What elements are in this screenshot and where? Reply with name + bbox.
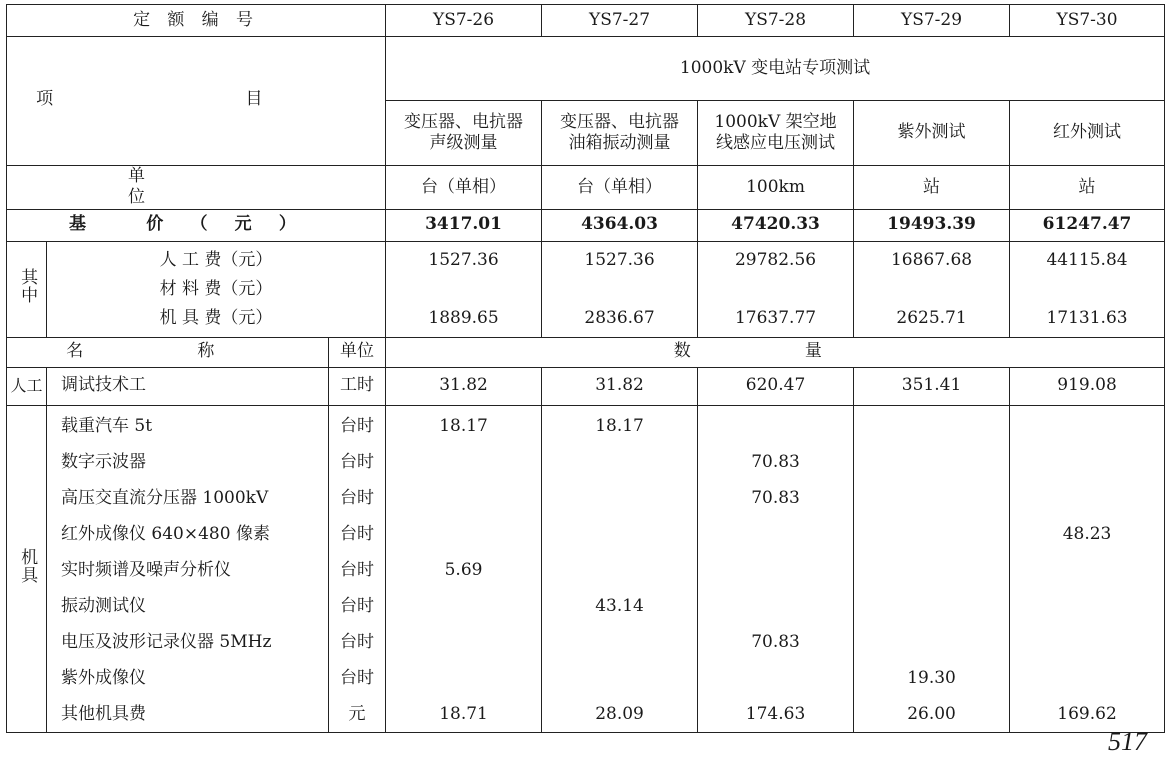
machinery-value (386, 624, 541, 660)
page-number: 517 (1108, 727, 1147, 756)
machinery-value (542, 624, 697, 660)
machinery-name: 其他机具费 (61, 703, 146, 724)
machinery-unit: 元 (348, 703, 366, 724)
code-cell: YS7-27 (542, 5, 698, 37)
machinery-value (1010, 480, 1164, 516)
item-name-line1: 红外测试 (1053, 122, 1122, 143)
resource-name-label: 名 称 (66, 341, 269, 362)
breakdown-values (542, 241, 698, 337)
machinery-value (1010, 624, 1164, 660)
machinery-unit: 台时 (340, 595, 375, 616)
resource-header-row (7, 337, 1165, 367)
base-price-label-cell (7, 209, 386, 241)
machinery-value (698, 408, 853, 444)
machinery-block (7, 405, 1165, 732)
labor-value: 31.82 (386, 367, 542, 405)
machinery-values-col (698, 405, 854, 732)
breakdown-values (1010, 241, 1165, 337)
breakdown-group-label: 其中 (7, 241, 47, 337)
value (698, 275, 853, 304)
labor-unit: 工时 (329, 367, 386, 405)
labor-name: 调试技术工 (47, 367, 329, 405)
item-name-line2: 油箱振动测量 (568, 133, 671, 153)
code-cell: YS7-30 (1010, 5, 1165, 37)
unit-cell: 台（单相） (386, 166, 542, 210)
machinery-value: 43.14 (595, 595, 644, 616)
unit-label-cell (7, 166, 386, 210)
machinery-value (386, 588, 541, 624)
resource-qty-label: 数 量 (673, 341, 877, 362)
code-cell: YS7-29 (854, 5, 1010, 37)
machinery-unit: 台时 (340, 559, 375, 580)
machinery-value (1010, 552, 1164, 588)
machinery-unit: 台时 (340, 451, 375, 472)
machinery-group-label: 机具 (7, 405, 47, 732)
labor-value: 620.47 (698, 367, 854, 405)
machinery-value (698, 660, 853, 696)
machinery-value: 174.63 (745, 703, 806, 724)
machinery-value: 28.09 (595, 703, 644, 724)
machinery-value: 18.17 (595, 415, 644, 436)
machinery-name: 数字示波器 (61, 451, 146, 472)
machinery-name: 红外成像仪 640×480 像素 (61, 523, 270, 544)
machinery-value (1010, 444, 1164, 480)
base-price-cell: 3417.01 (386, 209, 542, 241)
group-title-row (7, 37, 1165, 101)
value: 16867.68 (890, 249, 973, 270)
breakdown-values (698, 241, 854, 337)
item-name-cell (1010, 101, 1165, 166)
base-price-cell: 19493.39 (854, 209, 1010, 241)
machinery-units (329, 405, 386, 732)
machinery-value: 19.30 (907, 667, 956, 688)
machinery-value (698, 588, 853, 624)
machinery-name: 载重汽车 5t (61, 415, 153, 436)
machinery-value (698, 516, 853, 552)
item-name-cell (698, 101, 854, 166)
machinery-value: 5.69 (444, 559, 483, 580)
machinery-unit: 台时 (340, 415, 375, 436)
machinery-value (542, 480, 697, 516)
machinery-value (542, 660, 697, 696)
value: 1527.36 (428, 249, 499, 270)
value: 2625.71 (896, 307, 967, 328)
machinery-value: 26.00 (907, 703, 956, 724)
item-name-cell (542, 101, 698, 166)
item-name-cell (854, 101, 1010, 166)
machinery-value (854, 624, 1009, 660)
labor-value: 351.41 (854, 367, 1010, 405)
breakdown-row (7, 241, 1165, 337)
value (1010, 275, 1164, 304)
value: 17131.63 (1046, 307, 1128, 328)
labor-value: 31.82 (542, 367, 698, 405)
machinery-unit: 台时 (340, 487, 375, 508)
machinery-names (47, 405, 329, 732)
machinery-value: 70.83 (751, 487, 800, 508)
value: 2836.67 (584, 307, 655, 328)
item-label: 项 目 (36, 89, 356, 109)
machinery-value (1010, 588, 1164, 624)
item-name-line2: 线感应电压测试 (716, 133, 836, 153)
value: 1889.65 (428, 307, 499, 328)
base-price-row (7, 209, 1165, 241)
machinery-value (542, 444, 697, 480)
item-name-line2: 声级测量 (429, 133, 498, 153)
base-price-cell: 4364.03 (542, 209, 698, 241)
machinery-values-col (386, 405, 542, 732)
machinery-values-col (854, 405, 1010, 732)
item-name-cell (386, 101, 542, 166)
resource-unit-label: 单位 (329, 337, 386, 367)
machinery-unit: 台时 (340, 631, 375, 652)
value: 1527.36 (584, 249, 655, 270)
machinery-value: 18.71 (439, 703, 488, 724)
machinery-values-col (1010, 405, 1165, 732)
value (854, 275, 1009, 304)
resource-name-label-cell (7, 337, 329, 367)
machinery-value (386, 660, 541, 696)
resource-qty-label-cell (386, 337, 1165, 367)
unit-cell: 台（单相） (542, 166, 698, 210)
code-cell: YS7-26 (386, 5, 542, 37)
machinery-unit: 台时 (340, 667, 375, 688)
machinery-value (542, 516, 697, 552)
quota-table (6, 4, 1165, 733)
item-name-line1: 紫外测试 (897, 122, 966, 143)
machinery-name: 振动测试仪 (61, 595, 146, 616)
value: 29782.56 (734, 249, 817, 270)
machinery-value: 18.17 (439, 415, 488, 436)
breakdown-labels (47, 241, 386, 337)
machinery-value (1010, 660, 1164, 696)
base-price-label: 基 价（元） (68, 214, 324, 235)
labor-value: 919.08 (1010, 367, 1165, 405)
value (386, 275, 541, 304)
machinery-name: 紫外成像仪 (61, 667, 146, 688)
value (542, 275, 697, 304)
value: 44115.84 (1046, 249, 1128, 270)
machinery-name: 高压交直流分压器 1000kV (61, 487, 269, 508)
group-title: 1000kV 变电站专项测试 (386, 37, 1165, 101)
breakdown-label: 机 具 费（元） (159, 307, 273, 328)
machinery-value: 169.62 (1057, 703, 1117, 724)
machinery-value (854, 552, 1009, 588)
unit-cell: 100km (698, 166, 854, 210)
machinery-value (854, 588, 1009, 624)
machinery-value (386, 480, 541, 516)
labor-row (7, 367, 1165, 405)
item-label-cell (7, 37, 386, 166)
machinery-name: 实时频谱及噪声分析仪 (61, 559, 231, 580)
item-name-line1: 变压器、电抗器 (560, 111, 680, 132)
breakdown-values (386, 241, 542, 337)
machinery-value: 70.83 (751, 451, 800, 472)
machinery-value (386, 516, 541, 552)
machinery-value (1010, 408, 1164, 444)
machinery-value (386, 444, 541, 480)
breakdown-label: 人 工 费（元） (159, 249, 273, 270)
breakdown-values (854, 241, 1010, 337)
breakdown-label: 材 料 费（元） (159, 278, 273, 299)
unit-cell: 站 (1010, 166, 1165, 210)
code-label: 定 额 编 号 (7, 5, 386, 37)
machinery-value (542, 552, 697, 588)
code-cell: YS7-28 (698, 5, 854, 37)
base-price-cell: 47420.33 (698, 209, 854, 241)
machinery-value (854, 444, 1009, 480)
machinery-value (698, 552, 853, 588)
machinery-value: 70.83 (751, 631, 800, 652)
code-row (7, 5, 1165, 37)
unit-cell: 站 (854, 166, 1010, 210)
machinery-value (854, 516, 1009, 552)
machinery-value: 48.23 (1062, 523, 1112, 544)
machinery-values-col (542, 405, 698, 732)
unit-label: 单 位 (128, 166, 265, 208)
item-name-line1: 变压器、电抗器 (404, 111, 524, 132)
machinery-value (854, 408, 1009, 444)
machinery-name: 电压及波形记录仪器 5MHz (61, 631, 272, 652)
machinery-unit: 台时 (340, 523, 375, 544)
labor-group-label: 人工 (7, 367, 47, 405)
value: 17637.77 (734, 307, 817, 328)
base-price-cell: 61247.47 (1010, 209, 1165, 241)
machinery-value (854, 480, 1009, 516)
item-name-line1: 1000kV 架空地 (714, 111, 837, 132)
unit-row (7, 166, 1165, 210)
